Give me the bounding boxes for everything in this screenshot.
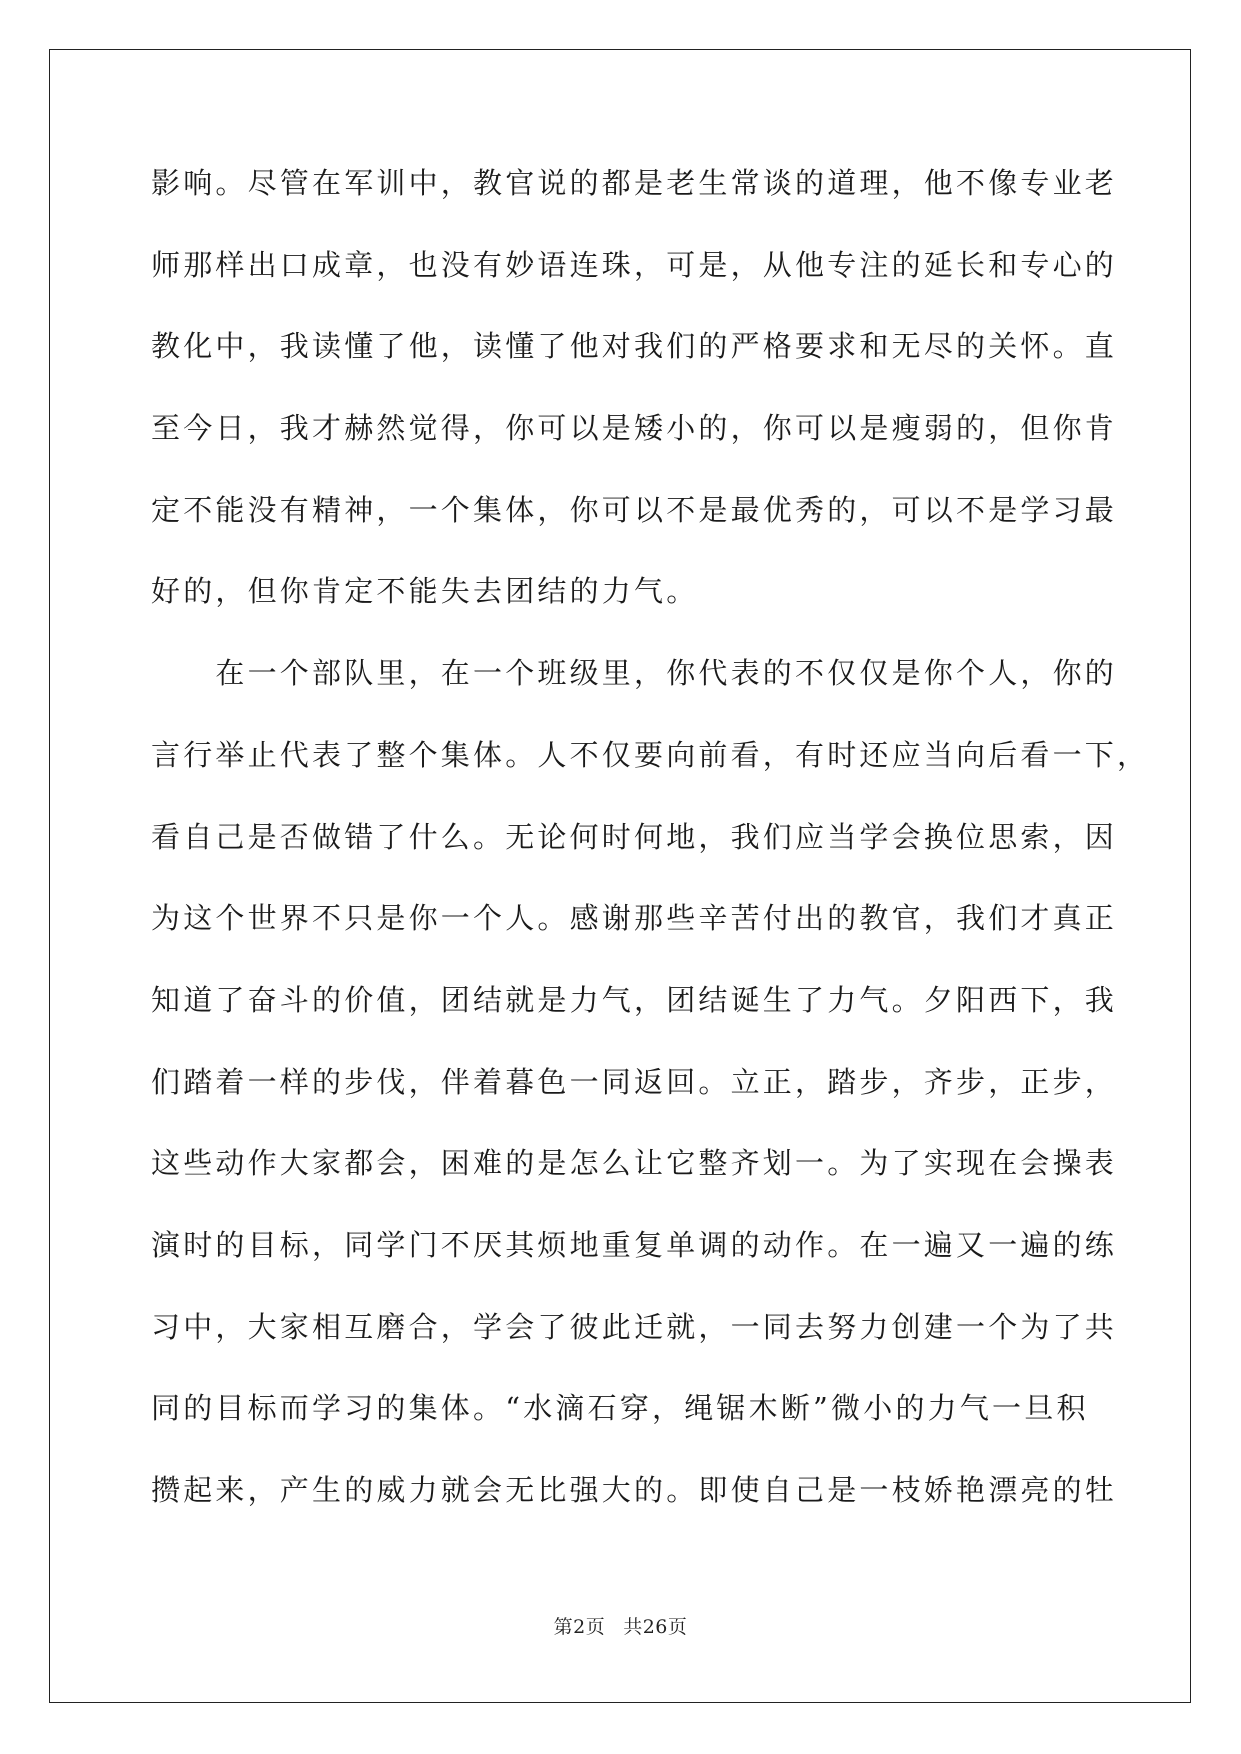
page-footer	[0, 1612, 1241, 1639]
text-line: 演时的目标，同学门不厌其烦地重复单调的动作。在一遍又一遍的练	[151, 1227, 1118, 1262]
document-body	[151, 163, 1150, 1552]
text-line: 在一个部队里，在一个班级里，你代表的不仅仅是你个人，你的	[151, 656, 1118, 691]
text-line: 师那样出口成章，也没有妙语连珠，可是，从他专注的延长和专心的	[151, 247, 1118, 282]
text-line: 看自己是否做错了什么。无论何时何地，我们应当学会换位思索，因	[151, 819, 1118, 854]
text-line: 同的目标而学习的集体。“水滴石穿，绳锯木断”微小的力气一旦积	[151, 1391, 1089, 1426]
text-line: 习中，大家相互磨合，学会了彼此迁就，一同去努力创建一个为了共	[151, 1309, 1118, 1344]
text-line: 知道了奋斗的价值，团结就是力气，团结诞生了力气。夕阳西下，我	[151, 982, 1118, 1017]
text-line: 好的，但你肯定不能失去团结的力气。	[151, 574, 699, 609]
text-line: 至今日，我才赫然觉得，你可以是矮小的，你可以是瘦弱的，但你肯	[151, 411, 1118, 446]
text-line: 攒起来，产生的威力就会无比强大的。即使自己是一枝娇艳漂亮的牡	[151, 1473, 1118, 1507]
text-line: 定不能没有精神，一个集体，你可以不是最优秀的，可以不是学习最	[151, 492, 1118, 527]
text-line: 这些动作大家都会，困难的是怎么让它整齐划一。为了实现在会操表	[151, 1146, 1118, 1181]
page-number: 第2页	[553, 1616, 606, 1638]
text-line: 影响。尽管在军训中，教官说的都是老生常谈的道理，他不像专业老	[151, 166, 1118, 200]
page-total: 共26页	[623, 1616, 688, 1638]
text-line: 言行举止代表了整个集体。人不仅要向前看，有时还应当向后看一下，	[151, 737, 1150, 772]
text-line: 们踏着一样的步伐，伴着暮色一同返回。立正，踏步，齐步，正步，	[151, 1064, 1118, 1099]
text-line: 教化中，我读懂了他，读懂了他对我们的严格要求和无尽的关怀。直	[151, 329, 1118, 364]
text-line: 为这个世界不只是你一个人。感谢那些辛苦付出的教官，我们才真正	[151, 901, 1118, 936]
